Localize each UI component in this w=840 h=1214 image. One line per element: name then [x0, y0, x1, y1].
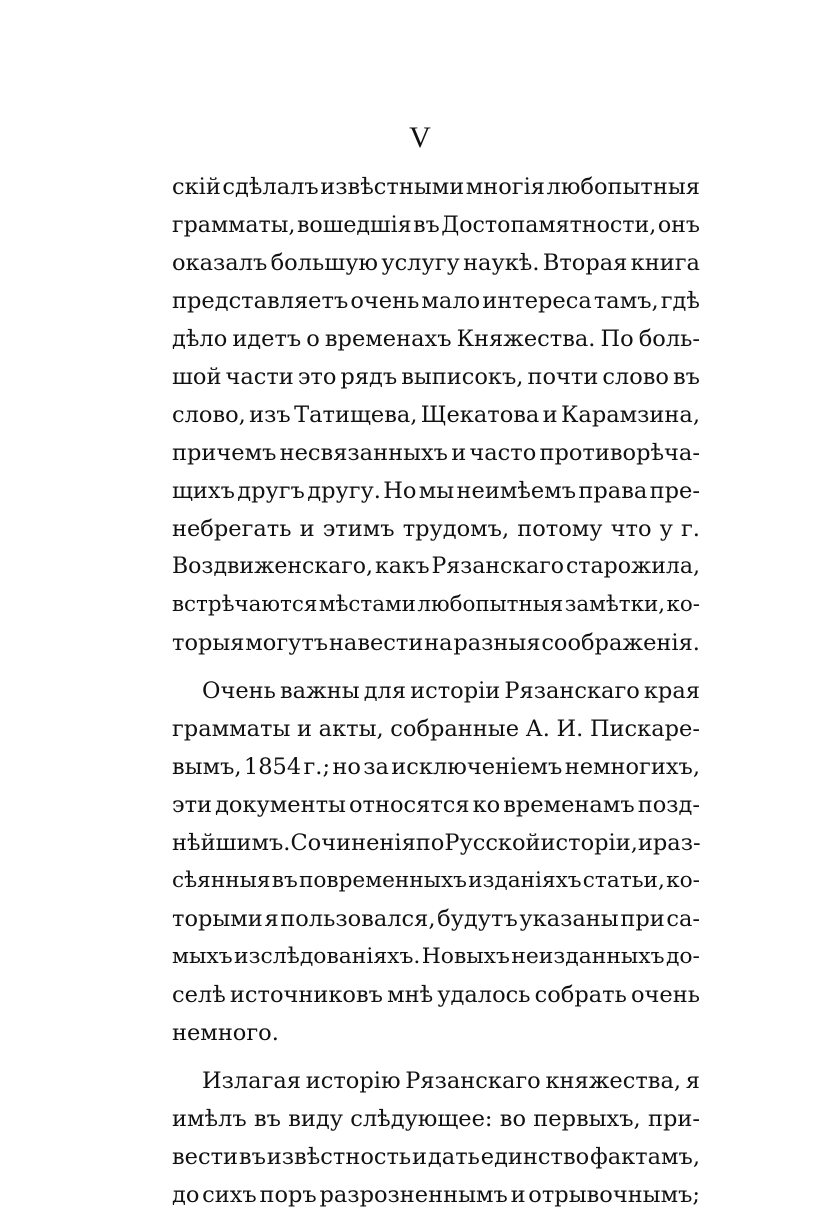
word: края	[643, 678, 700, 704]
word: Воздвиженскаго,	[172, 554, 374, 579]
word: раз-	[652, 830, 701, 856]
word: извѣстными	[320, 174, 465, 200]
word: изъ	[249, 402, 291, 428]
word: но	[332, 754, 361, 780]
text-line	[172, 510, 700, 548]
paragraph	[172, 672, 700, 1052]
text-line	[172, 320, 700, 358]
word: княжества,	[545, 1068, 682, 1094]
word: я	[685, 1068, 700, 1094]
word: это	[297, 364, 337, 390]
word: слово,	[172, 402, 246, 428]
word: Пискаре-	[589, 716, 700, 742]
word: г.	[681, 516, 700, 542]
word: Очень	[202, 678, 276, 704]
text-line	[172, 548, 700, 586]
word: дѣло	[172, 326, 228, 352]
word: что	[610, 516, 652, 542]
word: имѣлъ	[172, 1106, 247, 1132]
word: Достопамятности,	[441, 212, 657, 238]
word: права	[578, 478, 648, 504]
word: до-	[665, 944, 700, 969]
word: акты,	[318, 716, 384, 742]
word: собрать	[534, 982, 627, 1008]
word: трудомъ,	[402, 516, 510, 542]
text-line	[172, 862, 700, 900]
word: выписокъ,	[401, 364, 524, 390]
word: вести	[172, 1144, 239, 1170]
word: Но	[383, 478, 417, 504]
word: и	[412, 1144, 428, 1170]
word: шой	[172, 364, 222, 390]
word: источниковъ	[229, 982, 383, 1008]
word: сѣянныя	[172, 868, 271, 893]
word: любопытныя	[546, 174, 700, 200]
word: въ	[672, 364, 700, 390]
word: немногихъ,	[564, 754, 700, 780]
word: при	[620, 906, 665, 932]
word: Рязанскаго	[504, 678, 640, 704]
word: небрегать	[172, 516, 292, 542]
word: са-	[666, 906, 700, 932]
text-line	[172, 824, 700, 862]
text-line	[172, 586, 700, 624]
text-line	[172, 358, 700, 396]
word: рядъ	[340, 364, 398, 390]
text-line	[172, 472, 700, 510]
word: причемъ	[172, 440, 277, 466]
word: пре-	[649, 478, 700, 504]
word: документы	[215, 792, 346, 818]
word: мыхъ	[172, 944, 233, 969]
text-line	[172, 244, 700, 282]
word: въ	[413, 212, 440, 238]
word: исключеніемъ	[391, 754, 563, 780]
text-line	[172, 748, 700, 786]
word: повременныхъ	[298, 868, 467, 893]
word: противорѣча-	[539, 440, 700, 466]
word: указаны	[519, 906, 619, 932]
word: и	[299, 516, 315, 542]
word: Татищева,	[294, 402, 418, 428]
word: потому	[517, 516, 603, 542]
word: отрывочнымъ;	[528, 1182, 700, 1208]
word: Княжества.	[456, 326, 596, 352]
word: боль-	[638, 326, 700, 352]
word: Сочиненія	[290, 830, 416, 856]
word: ко-	[666, 868, 700, 893]
word: По	[600, 326, 634, 352]
word: неизданныхъ	[511, 944, 665, 969]
word: книга	[630, 250, 700, 276]
text-line	[172, 710, 700, 748]
word: въ	[253, 1106, 281, 1132]
word: по	[415, 830, 445, 856]
word: въ	[271, 868, 298, 893]
word: относятся	[348, 792, 470, 818]
word: исторіи	[410, 678, 501, 704]
word: дать	[427, 1144, 480, 1170]
word: за	[363, 754, 389, 780]
word: Излагая	[202, 1068, 301, 1094]
word: изслѣдованіяхъ.	[234, 944, 421, 969]
text-line	[172, 1100, 700, 1138]
word: и	[510, 1182, 526, 1208]
word: А.	[525, 716, 550, 742]
paragraph	[172, 168, 700, 662]
word: вымъ,	[172, 754, 242, 780]
word: многія	[465, 174, 545, 200]
word: и	[542, 402, 558, 428]
word: мало	[421, 288, 481, 314]
paragraph-gap	[172, 1052, 700, 1062]
word: временамъ	[503, 792, 635, 818]
word: часто	[469, 440, 537, 466]
text-line	[172, 900, 700, 938]
word: очень	[350, 288, 420, 314]
text-line	[172, 396, 700, 434]
text-line	[172, 786, 700, 824]
word: у	[659, 516, 673, 542]
word: замѣтки,	[564, 592, 666, 617]
text-line	[172, 1176, 700, 1214]
word: и	[297, 716, 313, 742]
word: исторіи,	[540, 830, 638, 856]
word: части	[225, 364, 294, 390]
word: удалось	[437, 982, 531, 1008]
word: будутъ	[437, 906, 518, 932]
word: идетъ	[232, 326, 302, 352]
word: эти	[172, 792, 213, 818]
text-line	[172, 1014, 700, 1052]
word: во	[499, 1106, 526, 1132]
word: интереса	[482, 288, 592, 314]
word: торыми	[172, 906, 263, 932]
word: оказалъ	[172, 250, 268, 276]
word: Новыхъ	[421, 944, 510, 969]
word: слово	[602, 364, 669, 390]
word: сихъ	[202, 1182, 257, 1208]
word: важны	[279, 678, 360, 704]
word: статьи,	[582, 868, 665, 893]
word: могутъ	[245, 630, 329, 656]
word: виду	[288, 1106, 343, 1132]
word: гдѣ	[660, 288, 700, 314]
word: пользовался,	[280, 906, 436, 932]
word: наукѣ.	[463, 250, 540, 276]
word: грамматы	[172, 716, 291, 742]
word: представляетъ	[172, 288, 349, 314]
word: изданіяхъ	[468, 868, 582, 893]
word: Щекатова	[420, 402, 540, 428]
word: фактамъ,	[590, 1144, 700, 1170]
word: временахъ	[324, 326, 452, 352]
word: грамматы,	[172, 212, 296, 238]
word: другу.	[307, 478, 381, 504]
word: старожила,	[565, 554, 700, 579]
word: почти	[527, 364, 599, 390]
word: извѣстность	[266, 1144, 412, 1170]
word: встрѣчаются	[172, 592, 318, 617]
text-line	[172, 938, 700, 976]
word: въ	[238, 1144, 266, 1170]
word: слѣдующее:	[350, 1106, 493, 1132]
word: нѣйшимъ.	[172, 830, 291, 856]
word: торыя	[172, 630, 245, 656]
text-line	[172, 624, 700, 662]
word: щихъ	[172, 478, 235, 504]
word: 1854	[243, 754, 302, 780]
word: скій	[172, 174, 221, 200]
word: единство	[480, 1144, 590, 1170]
text-line	[172, 1062, 700, 1100]
page-number: V	[409, 121, 431, 154]
word: ко	[472, 792, 501, 818]
word: Карамзина,	[561, 402, 700, 428]
word: о	[306, 326, 320, 352]
word: Рязанскаго	[431, 554, 565, 579]
word: на	[424, 630, 453, 656]
word: сдѣлалъ	[222, 174, 319, 200]
word: Рязанскаго	[405, 1068, 541, 1094]
word: несвязанныхъ	[279, 440, 448, 466]
word: исторію	[305, 1068, 401, 1094]
paragraph	[172, 1062, 700, 1214]
word: для	[363, 678, 407, 704]
text-line	[172, 434, 700, 472]
paragraph-gap	[172, 662, 700, 672]
text-line	[172, 672, 700, 710]
text-line	[172, 1138, 700, 1176]
text-line	[172, 206, 700, 244]
word: вошедшія	[296, 212, 412, 238]
word: мнѣ	[387, 982, 434, 1008]
word: разныя	[453, 630, 541, 656]
word: при-	[647, 1106, 700, 1132]
text-line	[172, 282, 700, 320]
text-body	[172, 168, 700, 1214]
word: селѣ	[172, 982, 226, 1008]
word: этимъ	[322, 516, 395, 542]
word: соображенія.	[541, 630, 700, 656]
word: Русской	[444, 830, 541, 856]
word: онъ	[657, 212, 700, 238]
word: я	[264, 906, 279, 932]
word: услугу	[381, 250, 460, 276]
word: мы	[418, 478, 455, 504]
word: И.	[556, 716, 584, 742]
word: другъ	[237, 478, 305, 504]
word: большую	[270, 250, 379, 276]
word: и	[451, 440, 467, 466]
word: тамъ,	[593, 288, 659, 314]
word: немного.	[172, 1020, 279, 1046]
word: мѣстами	[318, 592, 416, 617]
word: навести	[328, 630, 424, 656]
word: разрозненнымъ	[319, 1182, 508, 1208]
text-line	[172, 168, 700, 206]
word: очень	[630, 982, 700, 1008]
word: первыхъ,	[533, 1106, 641, 1132]
word: позд-	[637, 792, 700, 818]
word: поръ	[259, 1182, 317, 1208]
text-line	[172, 976, 700, 1014]
word: и	[637, 830, 653, 856]
word: любопытныя	[417, 592, 564, 617]
word: неимѣемъ	[456, 478, 577, 504]
word: Вторая	[542, 250, 628, 276]
word: г.;	[303, 754, 331, 780]
word: какъ	[374, 554, 430, 579]
word: до	[172, 1182, 200, 1208]
word: собранные	[390, 716, 520, 742]
word: ко-	[666, 592, 700, 617]
